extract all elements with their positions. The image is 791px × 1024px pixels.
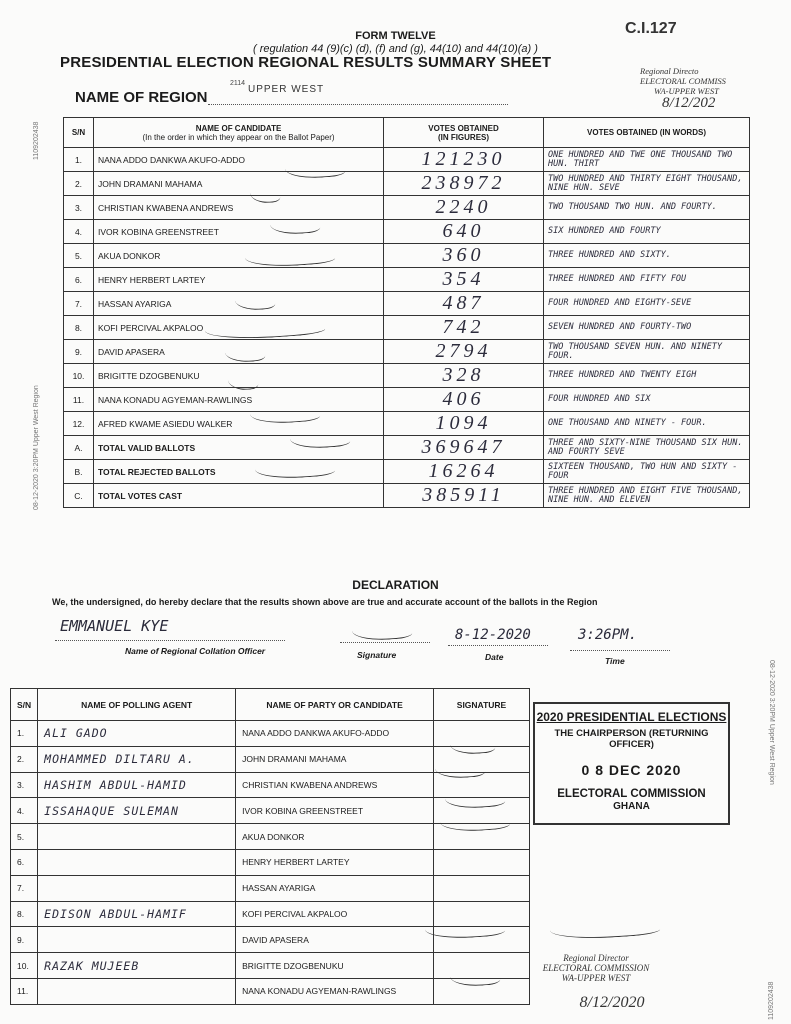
results-row	[64, 364, 750, 388]
result-votes-figures: 360	[384, 244, 544, 268]
results-row	[64, 268, 750, 292]
region-value: UPPER WEST	[248, 84, 325, 95]
result-sn: 7.	[64, 292, 94, 316]
returning-officer-stamp	[533, 702, 730, 825]
agent-name	[38, 978, 236, 1004]
col-candidate-title: NAME OF CANDIDATE	[195, 123, 282, 133]
agent-name: RAZAK MUJEEB	[38, 953, 236, 979]
time-value: 3:26PM.	[578, 627, 638, 643]
result-candidate-name: AFRED KWAME ASIEDU WALKER	[94, 412, 384, 436]
result-votes-words: FOUR HUNDRED AND EIGHTY-SEVE	[544, 292, 750, 316]
results-row	[64, 244, 750, 268]
declaration-text: We, the undersigned, do hereby declare that the results shown above are true and accurate account of the ballots in the Region	[52, 597, 598, 607]
result-votes-figures: 640	[384, 220, 544, 244]
agent-party: KOFI PERCIVAL AKPALOO	[236, 901, 434, 927]
results-row	[64, 196, 750, 220]
agent-sn: 7.	[11, 875, 38, 901]
results-row	[64, 316, 750, 340]
result-votes-figures: 354	[384, 268, 544, 292]
left-side-timestamp: 08-12-2020 3:20PM Upper West Region	[33, 385, 40, 510]
col-figures-subtitle: (IN FIGURES)	[437, 132, 490, 142]
officer-signature-mark	[351, 620, 412, 642]
results-total-row	[64, 484, 750, 508]
col-figures-title: VOTES OBTAINED	[428, 123, 499, 133]
result-sn: 11.	[64, 388, 94, 412]
stamp-bottom-date: 8/12/2020	[579, 994, 645, 1011]
agents-col-agent: NAME OF POLLING AGENT	[38, 689, 236, 721]
result-votes-figures: 406	[384, 388, 544, 412]
stamp-bottom-line1: Regional Director	[563, 953, 629, 963]
results-table	[63, 117, 750, 508]
right-side-id: 1109202438	[768, 981, 775, 1020]
agent-name: EDISON ABDUL-HAMIF	[38, 901, 236, 927]
result-sn: 4.	[64, 220, 94, 244]
col-figures-header	[384, 118, 544, 148]
agent-sn: 6.	[11, 849, 38, 875]
stamp-line4: ELECTORAL COMMISSION	[557, 788, 706, 800]
result-votes-figures: 16264	[384, 460, 544, 484]
result-votes-words: ONE THOUSAND AND NINETY - FOUR.	[544, 412, 750, 436]
agent-sn: 1.	[11, 721, 38, 747]
agent-name	[38, 875, 236, 901]
result-votes-words: TWO HUNDRED AND THIRTY EIGHT THOUSAND, NINE HUN. SEVE	[544, 172, 750, 196]
director-signature-mark	[550, 916, 661, 942]
result-sn: 9.	[64, 340, 94, 364]
agent-party: IVOR KOBINA GREENSTREET	[236, 798, 434, 824]
officer-name-line	[55, 640, 285, 641]
agent-party: CHRISTIAN KWABENA ANDREWS	[236, 772, 434, 798]
agent-name: MOHAMMED DILTARU A.	[38, 746, 236, 772]
result-votes-words: THREE HUNDRED AND EIGHT FIVE THOUSAND, NINE HUN. AND ELEVEN	[544, 484, 750, 508]
result-candidate-name: CHRISTIAN KWABENA ANDREWS	[94, 196, 384, 220]
result-candidate-name: HENRY HERBERT LARTEY	[94, 268, 384, 292]
result-candidate-name: TOTAL VOTES CAST	[94, 484, 384, 508]
time-label: Time	[605, 656, 625, 666]
result-sn: 1.	[64, 148, 94, 172]
result-votes-words: SEVEN HUNDRED AND FOURTY-TWO	[544, 316, 750, 340]
result-candidate-name: JOHN DRAMANI MAHAMA	[94, 172, 384, 196]
agent-sn: 11.	[11, 978, 38, 1004]
result-sn: 3.	[64, 196, 94, 220]
form-number: FORM TWELVE	[355, 30, 436, 42]
result-candidate-name: TOTAL VALID BALLOTS	[94, 436, 384, 460]
stamp-top-line3: WA-UPPER WEST	[654, 86, 719, 96]
time-line	[570, 650, 670, 651]
agent-party: DAVID APASERA	[236, 927, 434, 953]
result-votes-figures: 369647	[384, 436, 544, 460]
result-candidate-name: IVOR KOBINA GREENSTREET	[94, 220, 384, 244]
agent-name: HASHIM ABDUL-HAMID	[38, 772, 236, 798]
agent-sn: 3.	[11, 772, 38, 798]
result-sn: B.	[64, 460, 94, 484]
result-votes-words: SIXTEEN THOUSAND, TWO HUN AND SIXTY - FOUR	[544, 460, 750, 484]
regional-director-stamp-top	[640, 66, 750, 111]
region-code: 2114	[230, 80, 246, 87]
agent-row	[11, 875, 530, 901]
agent-name: ALI GADO	[38, 721, 236, 747]
signature-line	[340, 642, 430, 643]
stamp-line1: 2020 PRESIDENTIAL ELECTIONS	[536, 710, 727, 724]
result-sn: 2.	[64, 172, 94, 196]
agent-party: JOHN DRAMANI MAHAMA	[236, 746, 434, 772]
result-candidate-name: TOTAL REJECTED BALLOTS	[94, 460, 384, 484]
agents-col-signature: SIGNATURE	[434, 689, 530, 721]
col-words-header: VOTES OBTAINED (IN WORDS)	[544, 118, 750, 148]
agent-party: BRIGITTE DZOGBENUKU	[236, 953, 434, 979]
agent-row	[11, 978, 530, 1004]
col-candidate-header	[94, 118, 384, 148]
region-label: NAME OF REGION	[75, 89, 208, 106]
result-candidate-name: KOFI PERCIVAL AKPALOO	[94, 316, 384, 340]
agent-row	[11, 849, 530, 875]
result-candidate-name: NANA ADDO DANKWA AKUFO-ADDO	[94, 148, 384, 172]
right-side-text: 08-12-2020 3:20PM Upper West Region	[768, 660, 775, 785]
result-votes-figures: 2240	[384, 196, 544, 220]
sheet-title: PRESIDENTIAL ELECTION REGIONAL RESULTS SUMMARY SHEET	[60, 54, 552, 71]
result-candidate-name: AKUA DONKOR	[94, 244, 384, 268]
results-row	[64, 412, 750, 436]
stamp-line5: GHANA	[613, 801, 650, 812]
officer-name: EMMANUEL KYE	[60, 617, 169, 635]
result-sn: 6.	[64, 268, 94, 292]
result-sn: A.	[64, 436, 94, 460]
date-value: 8-12-2020	[455, 627, 531, 643]
result-votes-figures: 742	[384, 316, 544, 340]
agent-signature-cell	[434, 875, 530, 901]
result-sn: 12.	[64, 412, 94, 436]
stamp-line2: THE CHAIRPERSON (RETURNING OFFICER)	[554, 728, 709, 750]
agent-name	[38, 824, 236, 850]
result-votes-words: SIX HUNDRED AND FOURTY	[544, 220, 750, 244]
result-votes-words: THREE AND SIXTY-NINE THOUSAND SIX HUN. AND FOURTY SEVE	[544, 436, 750, 460]
result-candidate-name: BRIGITTE DZOGBENUKU	[94, 364, 384, 388]
result-votes-figures: 238972	[384, 172, 544, 196]
result-sn: 5.	[64, 244, 94, 268]
result-votes-words: FOUR HUNDRED AND SIX	[544, 388, 750, 412]
agent-sn: 2.	[11, 746, 38, 772]
regulation-text: ( regulation 44 (9)(c) (d), (f) and (g), 44(10) and 44(10)(a) )	[253, 43, 538, 55]
result-sn: C.	[64, 484, 94, 508]
stamp-bottom-line2: ELECTORAL COMMISSION	[542, 963, 650, 973]
result-sn: 10.	[64, 364, 94, 388]
agents-col-party: NAME OF PARTY OR CANDIDATE	[236, 689, 434, 721]
result-votes-figures: 2794	[384, 340, 544, 364]
agent-party: HENRY HERBERT LARTEY	[236, 849, 434, 875]
result-votes-figures: 1094	[384, 412, 544, 436]
ci-code: C.I.127	[625, 20, 677, 37]
left-side-id: 1109202438	[33, 121, 40, 160]
results-row	[64, 220, 750, 244]
result-votes-words: TWO THOUSAND TWO HUN. AND FOURTY.	[544, 196, 750, 220]
result-candidate-name: NANA KONADU AGYEMAN-RAWLINGS	[94, 388, 384, 412]
agent-sn: 9.	[11, 927, 38, 953]
result-candidate-name: DAVID APASERA	[94, 340, 384, 364]
results-row	[64, 388, 750, 412]
result-sn: 8.	[64, 316, 94, 340]
regional-director-stamp-bottom	[526, 953, 666, 983]
results-row	[64, 292, 750, 316]
result-votes-words: THREE HUNDRED AND SIXTY.	[544, 244, 750, 268]
agents-col-sn: S/N	[11, 689, 38, 721]
result-votes-words: THREE HUNDRED AND FIFTY FOU	[544, 268, 750, 292]
results-row	[64, 172, 750, 196]
stamp-bottom-line3: WA-UPPER WEST	[561, 973, 631, 983]
declaration-title: DECLARATION	[352, 578, 439, 592]
col-sn-header: S/N	[64, 118, 94, 148]
stamp-date: 0 8 DEC 2020	[581, 762, 682, 778]
result-votes-words: THREE HUNDRED AND TWENTY EIGH	[544, 364, 750, 388]
results-row	[64, 148, 750, 172]
result-votes-figures: 385911	[384, 484, 544, 508]
agent-sn: 4.	[11, 798, 38, 824]
agent-party: NANA KONADU AGYEMAN-RAWLINGS	[236, 978, 434, 1004]
region-underline	[208, 104, 508, 105]
results-total-row	[64, 460, 750, 484]
agent-sn: 8.	[11, 901, 38, 927]
agent-signature-cell	[434, 849, 530, 875]
result-candidate-name: HASSAN AYARIGA	[94, 292, 384, 316]
officer-label: Name of Regional Collation Officer	[125, 646, 266, 656]
results-row	[64, 340, 750, 364]
agent-party: NANA ADDO DANKWA AKUFO-ADDO	[236, 721, 434, 747]
agent-party: AKUA DONKOR	[236, 824, 434, 850]
stamp-top-line2: ELECTORAL COMMISS	[640, 76, 726, 86]
col-candidate-subtitle: (In the order in which they appear on the Ballot Paper)	[142, 132, 335, 142]
result-votes-figures: 487	[384, 292, 544, 316]
result-votes-words: TWO THOUSAND SEVEN HUN. AND NINETY FOUR.	[544, 340, 750, 364]
date-line	[448, 645, 548, 646]
agent-party: HASSAN AYARIGA	[236, 875, 434, 901]
agent-name	[38, 849, 236, 875]
signature-label: Signature	[357, 650, 397, 660]
agent-name: ISSAHAQUE SULEMAN	[38, 798, 236, 824]
agents-header-row	[11, 689, 530, 721]
result-votes-figures: 121230	[384, 148, 544, 172]
results-header-row	[64, 118, 750, 148]
agent-sn: 10.	[11, 953, 38, 979]
result-votes-figures: 328	[384, 364, 544, 388]
agent-name	[38, 927, 236, 953]
stamp-top-date: 8/12/202	[662, 95, 716, 111]
stamp-top-line1: Regional Directo	[640, 66, 699, 76]
agent-sn: 5.	[11, 824, 38, 850]
agents-table	[10, 688, 530, 1005]
date-label: Date	[485, 652, 504, 662]
result-votes-words: ONE HUNDRED AND TWE ONE THOUSAND TWO HUN. THIRT	[544, 148, 750, 172]
results-total-row	[64, 436, 750, 460]
